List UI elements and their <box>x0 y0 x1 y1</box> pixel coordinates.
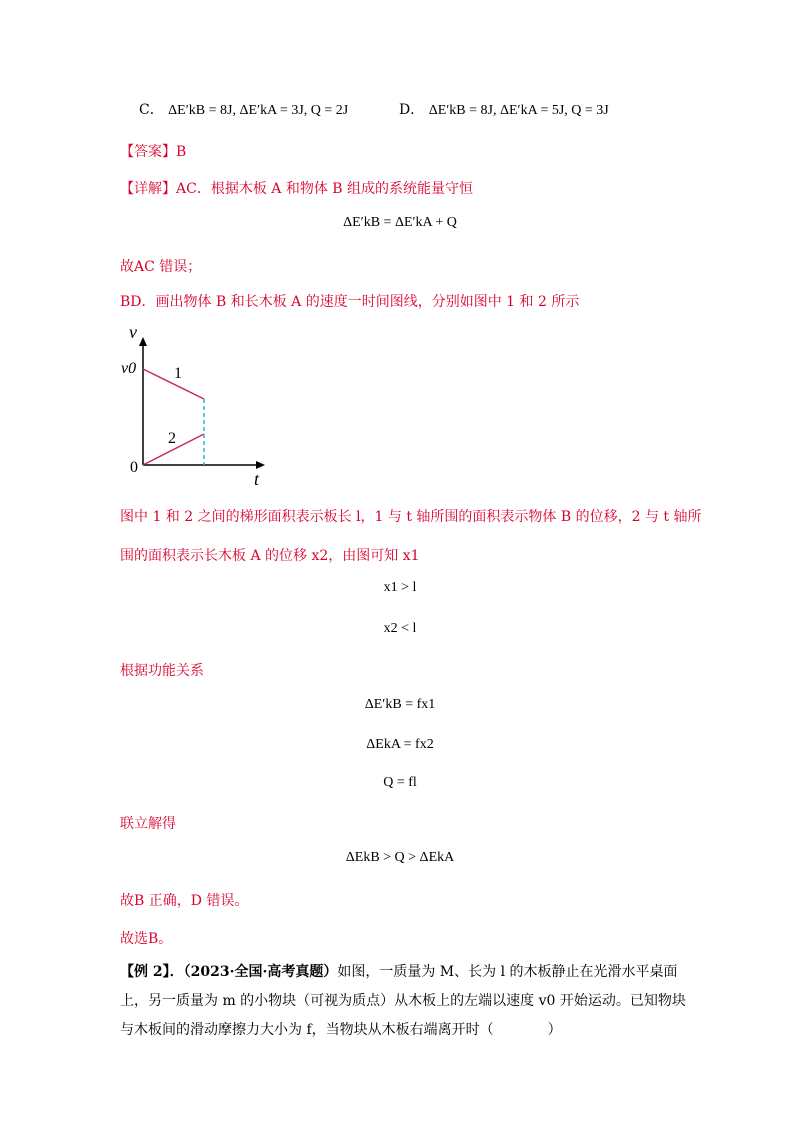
equation-x2-less-l: x2 < l <box>383 621 417 636</box>
equation-energy-conservation: ΔE′kB = ΔE′kA + Q <box>343 215 457 230</box>
explain-line-1: 图中 1 和 2 之间的梯形面积表示板长 l，1 与 t 轴所围的面积表示物体 B 的位移，2 与 t 轴所 <box>120 509 702 525</box>
v-axis-arrow <box>139 337 147 346</box>
detail-line-2: 故AC 错误； <box>120 259 202 275</box>
example-2-label: 【例 2】．（2023·全国·高考真题） <box>120 964 338 980</box>
t-axis-arrow <box>256 461 265 469</box>
velocity-time-graph <box>115 322 275 492</box>
equation-inequality: ΔEkB > Q > ΔEkA <box>345 850 455 865</box>
v-axis-label: v <box>129 322 137 342</box>
equation-eka-fx2: ΔEkA = fx2 <box>366 737 434 752</box>
equation-x1-greater-l: x1 > l <box>383 580 417 595</box>
origin-label: 0 <box>130 459 138 476</box>
detail-label: 【详解】 <box>120 181 176 197</box>
line-1-label: 1 <box>174 365 182 382</box>
option-d-label: D． <box>399 102 425 118</box>
t-axis-label: t <box>254 469 260 489</box>
option-c <box>139 99 348 119</box>
line-2-label: 2 <box>168 430 176 447</box>
equation-q-fl: Q = fl <box>383 775 417 790</box>
option-d-formula: ΔE′kB = 8J, ΔE′kA = 5J, Q = 3J <box>428 103 609 118</box>
equation-ekb-fx1: ΔE′kB = fx1 <box>364 697 436 712</box>
example-2-text-3-end: ） <box>547 1022 562 1038</box>
v0-label: v0 <box>121 360 137 377</box>
explain-line-2: 围的面积表示长木板 A 的位移 x2，由图可知 x1 <box>120 548 420 564</box>
answer-line <box>120 141 186 161</box>
explain-line-4: 联立解得 <box>120 816 176 832</box>
detail-line-1 <box>120 178 473 198</box>
example-2-line-3 <box>120 1016 562 1044</box>
example-2-text-1: 如图，一质量为 M、长为 l 的木板静止在光滑水平桌面 <box>337 964 678 980</box>
example-2-line-1 <box>120 958 678 986</box>
option-c-label: C． <box>139 102 164 118</box>
detail-line-3: BD．画出物体 B 和长木板 A 的速度一时间图线，分别如图中 1 和 2 所示 <box>120 294 580 310</box>
example-2-line-2: 上，另一质量为 m 的小物块（可视为质点）从木板上的左端以速度 v0 开始运动。已知物块 <box>120 993 686 1009</box>
explain-line-6: 故选B。 <box>120 931 173 947</box>
option-c-formula: ΔE′kB = 8J, ΔE′kA = 3J, Q = 2J <box>168 103 349 118</box>
detail-text-1: AC．根据木板 A 和物体 B 组成的系统能量守恒 <box>176 181 474 197</box>
option-d <box>399 99 609 119</box>
answer-value: B <box>176 144 187 160</box>
explain-line-5: 故B 正确，D 错误。 <box>120 893 249 909</box>
answer-label: 【答案】 <box>120 144 176 160</box>
example-2-text-3: 与木板间的滑动摩擦力大小为 f，当物块从木板右端离开时（ <box>120 1022 494 1038</box>
explain-line-3: 根据功能关系 <box>120 663 204 679</box>
